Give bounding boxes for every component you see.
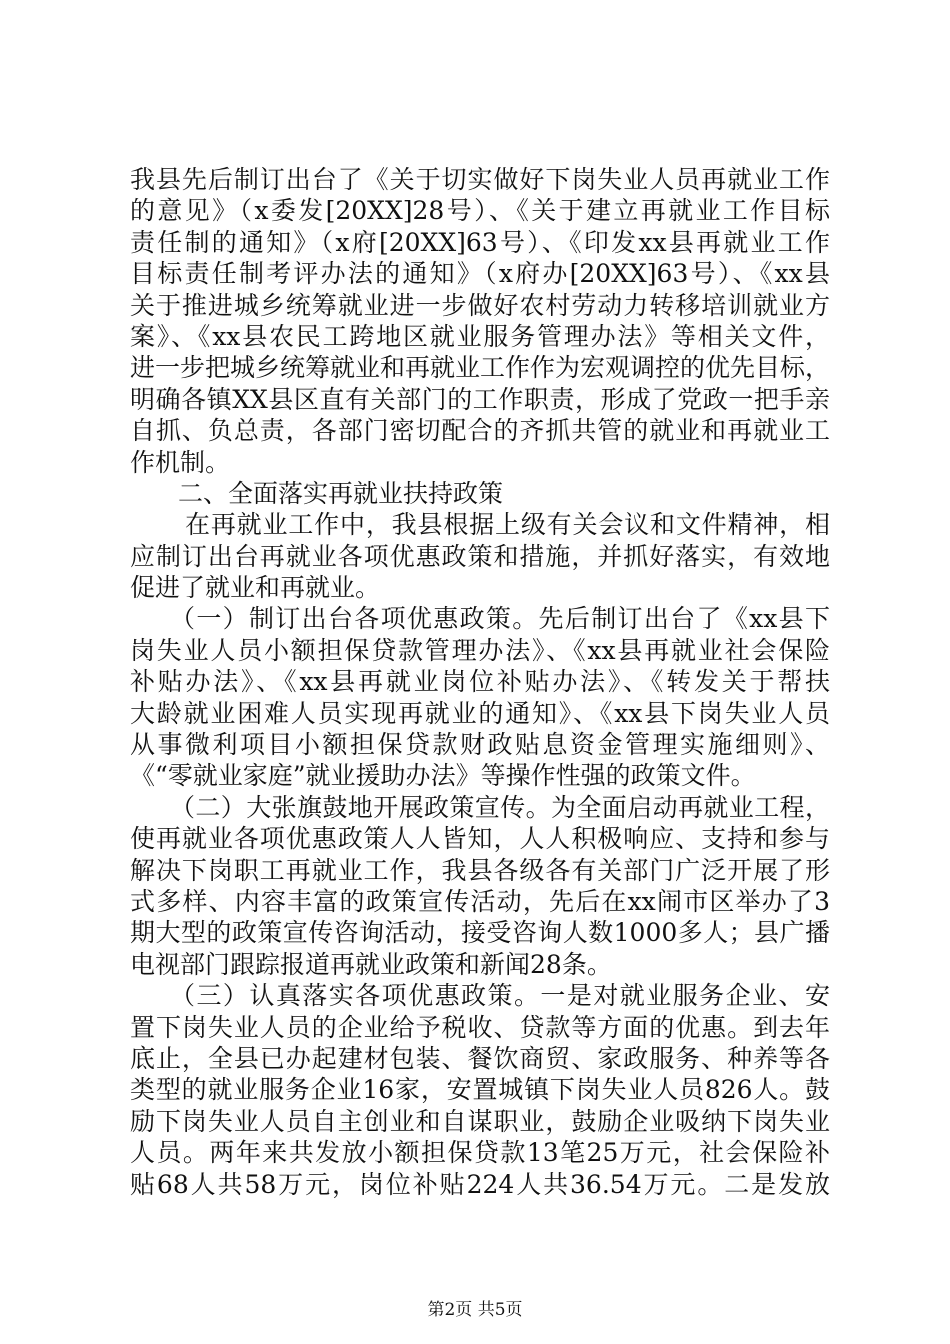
text-line: 贴68人共58万元，岗位补贴224人共36.54万元。二是发放 xyxy=(130,1169,830,1199)
section-heading: 二、全面落实再就业扶持政策 xyxy=(178,478,504,508)
text-line: 解决下岗职工再就业工作，我县各级各有关部门广泛开展了形 xyxy=(130,855,830,885)
text-line: 我县先后制订出台了《关于切实做好下岗失业人员再就业工作 xyxy=(130,165,830,194)
text-line: 岗失业人员小额担保贷款管理办法》、《xx县再就业社会保险 xyxy=(130,635,830,665)
text-line: 作机制。 xyxy=(130,447,231,477)
text-line: 在再就业工作中，我县根据上级有关会议和文件精神，相 xyxy=(185,510,830,540)
text-line: 案》、《xx县农民工跨地区就业服务管理办法》等相关文件， xyxy=(130,321,830,351)
text-line: 《“零就业家庭”就业援助办法》等操作性强的政策文件。 xyxy=(130,761,756,791)
text-line: 式多样、内容丰富的政策宣传活动，先后在xx闹市区举办了3 xyxy=(130,886,830,916)
text-line: 责任制的通知》（x府[20XX]63号）、《印发xx县再就业工作 xyxy=(130,227,830,257)
text-line: 人员。两年来共发放小额担保贷款13笔25万元，社会保险补 xyxy=(130,1138,830,1168)
text-line: 应制订出台再就业各项优惠政策和措施，并抓好落实，有效地 xyxy=(130,541,830,571)
text-line: （三）认真落实各项优惠政策。一是对就业服务企业、安 xyxy=(170,981,830,1011)
paragraph-policy-documents xyxy=(130,164,830,478)
text-line: （二）大张旗鼓地开展政策宣传。为全面启动再就业工程， xyxy=(170,792,830,822)
text-line: 大龄就业困难人员实现再就业的通知》、《xx县下岗失业人员 xyxy=(130,698,830,728)
text-line: 期大型的政策宣传咨询活动，接受咨询人数1000多人；县广播 xyxy=(130,918,830,948)
text-line: 底止，全县已办起建材包装、餐饮商贸、家政服务、种养等各 xyxy=(130,1043,830,1073)
paragraph-policy-publicity xyxy=(130,792,830,980)
text-line: 促进了就业和再就业。 xyxy=(130,573,381,603)
paragraph-policy-implementation xyxy=(130,980,830,1200)
text-line: 电视部门跟踪报道再就业政策和新闻28条。 xyxy=(130,949,612,979)
paragraph-intro xyxy=(130,509,830,603)
text-line: 自抓、负总责，各部门密切配合的齐抓共管的就业和再就业工 xyxy=(130,416,830,446)
text-line: 类型的就业服务企业16家，安置城镇下岗失业人员826人。鼓 xyxy=(130,1075,830,1105)
text-line: 进一步把城乡统筹就业和再就业工作作为宏观调控的优先目标， xyxy=(130,353,831,383)
text-line: 关于推进城乡统筹就业进一步做好农村劳动力转移培训就业方 xyxy=(130,290,830,320)
text-line: 目标责任制考评办法的通知》（x府办[20XX]63号）、《xx县 xyxy=(130,259,830,289)
text-line: （一）制订出台各项优惠政策。先后制订出台了《xx县下 xyxy=(170,604,830,634)
text-line: 置下岗失业人员的企业给予税收、贷款等方面的优惠。到去年 xyxy=(130,1012,830,1042)
text-line: 从事微利项目小额担保贷款财政贴息资金管理实施细则》、 xyxy=(130,730,830,760)
text-line: 使再就业各项优惠政策人人皆知，人人积极响应、支持和参与 xyxy=(130,824,830,854)
paragraph-preferential-policies xyxy=(130,603,830,791)
text-line: 明确各镇XX县区直有关部门的工作职责，形成了党政一把手亲 xyxy=(130,384,830,414)
text-line: 的意见》（x委发[20XX]28号）、《关于建立再就业工作目标 xyxy=(130,196,830,226)
page-number-footer: 第2页 共5页 xyxy=(427,1300,523,1320)
text-line: 补贴办法》、《xx县再就业岗位补贴办法》、《转发关于帮扶 xyxy=(130,667,830,697)
text-line: 励下岗失业人员自主创业和自谋职业，鼓励企业吸纳下岗失业 xyxy=(130,1106,830,1136)
document-body xyxy=(130,164,830,1200)
